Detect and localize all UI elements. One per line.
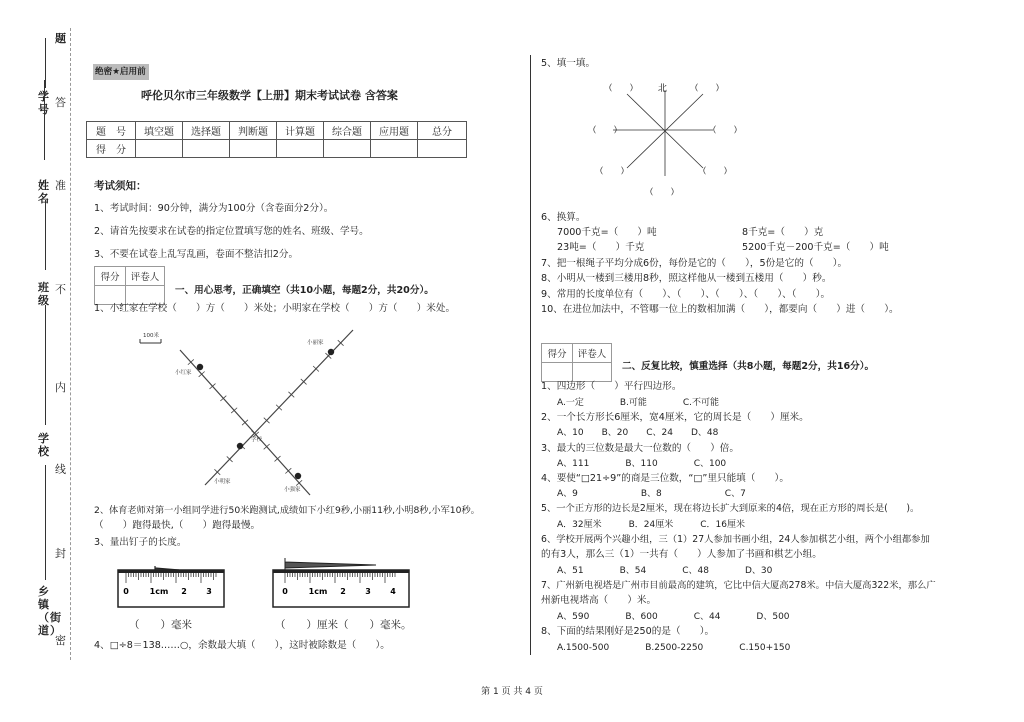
grader-name-cell[interactable]	[573, 363, 612, 382]
section2-q4-options: A、9 B、8 C、7	[557, 489, 746, 499]
grader-name-label: 评卷人	[126, 267, 165, 286]
grader-name-label: 评卷人	[573, 344, 612, 363]
right-q6: 6、换算。	[541, 212, 586, 223]
compass-diagram	[585, 78, 750, 200]
sidebar-fill-line-4[interactable]	[45, 465, 46, 580]
nail-2	[285, 558, 376, 570]
column-divider	[530, 55, 531, 655]
ruler-1-answer: （ ）毫米	[129, 619, 192, 631]
section1-heading: 一、用心思考，正确填空（共10小题，每题2分，共20分）。	[175, 285, 434, 296]
section2-q8-options: A.1500-500 B.2500-2250 C.150+150	[557, 643, 791, 653]
ruler-2-tick-label: 4	[390, 587, 396, 596]
score-row-label: 得 分	[87, 140, 136, 158]
sidebar-xian-label: 线	[55, 463, 67, 476]
note-item: 2、请首先按要求在试卷的指定位置填写您的姓名、班级、学号。	[94, 226, 369, 237]
section2-q7-options: A、590 B、600 C、44 D、500	[557, 612, 790, 622]
ruler-2-tick-label: 2	[340, 587, 346, 596]
sidebar-id-line	[44, 80, 45, 160]
section1-q2-line2: （ ）跑得最快,（ ）跑得最慢。	[94, 520, 261, 531]
section2-q7-line2: 州新电视塔高（ ）米。	[541, 595, 657, 606]
score-table	[86, 121, 467, 158]
score-table-header: 总分	[418, 122, 467, 140]
secret-label: 绝密★启用前	[93, 64, 149, 80]
notes-heading: 考试须知：	[94, 180, 147, 192]
score-table-header: 应用题	[371, 122, 418, 140]
grader-score-label: 得分	[95, 267, 126, 286]
score-cell[interactable]	[418, 140, 467, 158]
compass-blank-sw: （ ）	[595, 167, 630, 177]
right-q6c: 23吨=（ ）千克	[557, 242, 645, 253]
xiaoqiang-home-dot	[295, 473, 301, 479]
sidebar-mi-label: 密	[55, 634, 67, 647]
section1-q4: 4、□÷8＝138……○，余数最大填（ ），这时被除数是（ ）。	[94, 640, 390, 651]
section2-q3: 3、最大的三位数是最大一位数的（ ）倍。	[541, 443, 739, 454]
note-item: 1、考试时间：90分钟，满分为100分（含卷面分2分）。	[94, 203, 334, 214]
note-item: 3、不要在试卷上乱写乱画，卷面不整洁扣2分。	[94, 249, 299, 260]
binding-dashed-line	[70, 28, 71, 660]
right-q5: 5、填一填。	[541, 58, 596, 69]
score-cell[interactable]	[277, 140, 324, 158]
sidebar-fill-line-1[interactable]	[45, 38, 46, 88]
right-q8: 8、小明从一楼到三楼用8秒，照这样他从一楼到五楼用（ ）秒。	[541, 273, 832, 284]
page-footer: 第 1 页 共 4 页	[481, 687, 543, 697]
score-cell[interactable]	[324, 140, 371, 158]
score-table-header: 题 号	[87, 122, 136, 140]
right-q6a: 7000千克=（ ）吨	[557, 227, 657, 238]
scale-label: 100米	[143, 333, 159, 339]
ruler-2-tick-label: 0	[282, 587, 288, 596]
sidebar-bu-label: 不	[55, 283, 67, 296]
section2-q6-line2: 的有3人，那么三（1）一共有（ ）人参加了书画和棋艺小组。	[541, 549, 822, 560]
compass-blank-ne: （ ）	[690, 84, 725, 94]
section1-q2-line1: 2、体育老师对第一小组同学进行50米跑测试,成绩如下小红9秒,小丽11秒,小明8秒,小军10秒。	[94, 505, 480, 516]
section2-q5-options: A．32厘米 B．24厘米 C．16厘米	[557, 520, 745, 530]
grader-score-cell[interactable]	[542, 363, 573, 382]
compass-north: 北	[658, 84, 668, 94]
section2-q7-line1: 7、广州新电视塔是广州市目前最高的建筑，它比中信大厦高278米。中信大厦高322米，那么广	[541, 580, 936, 591]
ruler-2-tick-label: 3	[365, 587, 371, 596]
section2-q6-line1: 6、学校开展两个兴趣小组，三（1）27人参加书画小组，24人参加棋艺小组，两个小组都参加	[541, 534, 930, 545]
compass-blank-e: （ ）	[708, 126, 743, 136]
section2-q6-options: A、51 B、54 C、48 D、30	[557, 566, 773, 576]
school-dot	[237, 443, 243, 449]
sidebar-id-label: 学号	[38, 90, 50, 116]
right-q9: 9、常用的长度单位有（ ）、（ ）、（ ）、（ ）、（ ）。	[541, 289, 831, 300]
ruler-1	[117, 556, 227, 608]
score-table-header: 选择题	[183, 122, 230, 140]
scale-bar	[140, 339, 161, 343]
section2-q3-options: A、111 B、110 C、100	[557, 459, 727, 469]
sidebar-town-label: 乡镇（街道）	[38, 585, 62, 637]
compass-blank-s: （ ）	[645, 188, 680, 198]
location-map	[135, 325, 385, 500]
page-title: 呼伦贝尔市三年级数学【上册】期末考试试卷 含答案	[141, 89, 398, 102]
sidebar-question-label: 题	[55, 32, 67, 45]
sidebar-nei-label: 内	[55, 381, 67, 394]
section2-q5: 5、一个正方形的边长是2厘米，现在将边长扩大到原来的4倍，现在正方形的周长是( )。	[541, 503, 920, 514]
right-q7: 7、把一根绳子平均分成6份，每份是它的（ ），5份是它的（ ）。	[541, 258, 848, 269]
school-label: 学校	[251, 437, 263, 443]
sidebar-fill-line-2[interactable]	[45, 200, 46, 270]
section2-q1: 1、四边形（ ）平行四边形。	[541, 381, 682, 392]
ruler-2-answer: （ ）厘米（ ）毫米。	[275, 619, 412, 631]
xiaoming-label: 小明家	[214, 479, 231, 485]
section1-q1: 1、小红家在学校（ ）方（ ）米处；小明家在学校（ ）方（ ）米处。	[94, 303, 456, 314]
section1-q3: 3、量出钉子的长度。	[94, 537, 187, 548]
score-table-header-row	[87, 122, 467, 140]
xiaohong-home-dot	[197, 364, 203, 370]
score-cell[interactable]	[371, 140, 418, 158]
score-table-header: 综合题	[324, 122, 371, 140]
xiaoqiang-label: 小强家	[284, 487, 301, 493]
ruler-1-tick-label: 3	[206, 587, 212, 596]
section2-q1-options: A.一定 B.可能 C.不可能	[557, 398, 720, 408]
right-q10: 10、在进位加法中，不管哪一位上的数相加满（ ），都要向（ ）进（ ）。	[541, 304, 899, 315]
score-table-score-row	[87, 140, 467, 158]
compass-blank-nw: （ ）	[604, 84, 639, 94]
section2-q4: 4、要使“□21÷9”的商是三位数，“□”里只能填（ ）。	[541, 473, 789, 484]
score-table-header: 计算题	[277, 122, 324, 140]
ruler-2-tick-label: 1cm	[308, 587, 328, 596]
ruler-1-tick-label: 2	[181, 587, 187, 596]
grader-score-label: 得分	[542, 344, 573, 363]
score-cell[interactable]	[183, 140, 230, 158]
right-q6d: 5200千克－200千克=（ ）吨	[742, 242, 889, 253]
xiaoli-home-dot	[328, 349, 334, 355]
grader-box-1	[94, 266, 165, 305]
sidebar-feng-label: 封	[55, 547, 67, 560]
grader-name-cell[interactable]	[126, 286, 165, 305]
xiaohong-label: 小红家	[175, 370, 192, 376]
score-cell[interactable]	[136, 140, 183, 158]
compass-blank-se: （ ）	[698, 167, 733, 177]
sidebar-school-label: 学校	[38, 432, 50, 458]
score-cell[interactable]	[230, 140, 277, 158]
score-table-header: 判断题	[230, 122, 277, 140]
right-q6b: 8千克=（ ）克	[742, 227, 824, 238]
sidebar-zhun-label: 准	[55, 179, 67, 192]
sidebar-class-label: 班级	[38, 281, 50, 307]
ruler-1-tick-label: 1cm	[149, 587, 169, 596]
sidebar-fill-line-3[interactable]	[45, 305, 46, 425]
sidebar-answer-label: 答	[55, 96, 67, 109]
sidebar-name-label: 姓名	[38, 179, 50, 205]
score-table-header: 填空题	[136, 122, 183, 140]
grader-score-cell[interactable]	[95, 286, 126, 305]
ruler-2	[272, 556, 412, 608]
section2-q8: 8、下面的结果刚好是250的是（ ）。	[541, 626, 715, 637]
grader-box-2	[541, 343, 612, 382]
ruler-1-tick-label: 0	[123, 587, 129, 596]
xiaoli-label: 小丽家	[307, 340, 324, 346]
section2-q2: 2、一个长方形长6厘米，宽4厘米，它的周长是（ ）厘米。	[541, 412, 809, 423]
section2-q2-options: A、10 B、20 C、24 D、48	[557, 428, 719, 438]
compass-blank-w: （ ）	[588, 126, 623, 136]
section2-heading: 二、反复比较，慎重选择（共8小题，每题2分，共16分）。	[622, 361, 875, 372]
